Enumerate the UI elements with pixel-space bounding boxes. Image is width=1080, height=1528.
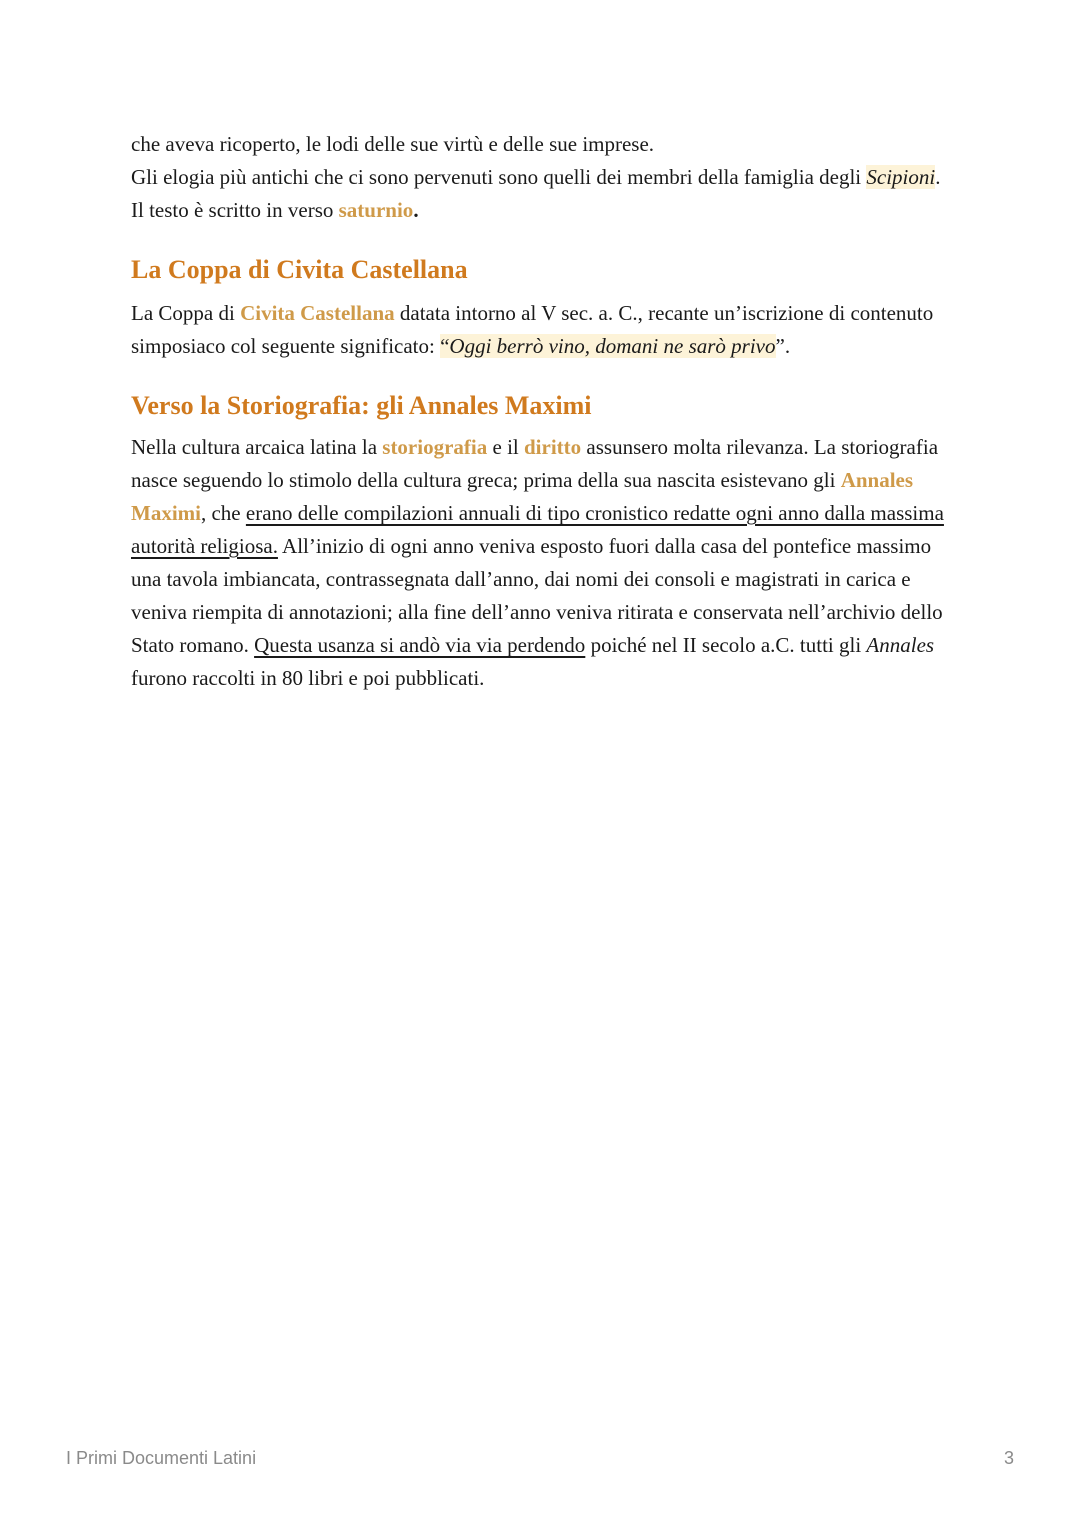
coppa-text: datata intorno al V sec. a. C., recante un’iscrizione di contenuto simposiaco col seguente significato: bbox=[131, 301, 934, 358]
storiografia-text: furono raccolti in 80 libri e poi pubblicati. bbox=[131, 666, 485, 690]
underlined-definition: erano delle compilazioni annuali di tipo cronistico redatte ogni anno dalla massima autorità religiosa. bbox=[131, 501, 944, 558]
storiografia-text: Nella cultura arcaica latina la bbox=[131, 435, 383, 459]
intro-period: . bbox=[413, 198, 419, 222]
intro-text: . Il testo è scritto in verso bbox=[131, 165, 941, 222]
quote-highlight bbox=[440, 334, 775, 358]
underlined-usanza: Questa usanza si andò via via perdendo bbox=[254, 633, 586, 657]
intro-line-1: che aveva ricoperto, le lodi delle sue virtù e delle sue imprese. bbox=[131, 132, 655, 156]
footer-page-number: 3 bbox=[1003, 1448, 1014, 1468]
coppa-paragraph bbox=[131, 297, 951, 363]
intro-paragraph bbox=[131, 128, 951, 227]
quote-close-mark: ”. bbox=[775, 334, 791, 358]
keyword-annales-maximi: Annales Maximi bbox=[131, 468, 914, 525]
footer-document-title: I Primi Documenti Latini bbox=[66, 1448, 257, 1468]
highlight-scipioni: Scipioni bbox=[866, 165, 936, 189]
keyword-diritto: diritto bbox=[524, 435, 582, 459]
storiografia-text: , che bbox=[200, 501, 246, 525]
document-body bbox=[131, 128, 951, 695]
intro-text: Gli elogia più antichi che ci sono pervenuti sono quelli dei membri della famiglia degli bbox=[131, 165, 867, 189]
inscription-quote: Oggi berrò vino, domani ne sarò privo bbox=[449, 334, 776, 358]
storiografia-text: assunsero molta rilevanza. La storiografia nasce seguendo lo stimolo della cultura greca; prima della sua nascita esistevano gli bbox=[131, 435, 939, 492]
keyword-saturnio: saturnio bbox=[338, 198, 414, 222]
section-heading-coppa: La Coppa di Civita Castellana bbox=[131, 255, 468, 284]
keyword-civita-castellana: Civita Castellana bbox=[240, 301, 395, 325]
storiografia-paragraph bbox=[131, 431, 951, 695]
storiografia-text: e il bbox=[487, 435, 524, 459]
section-heading-storiografia: Verso la Storiografia: gli Annales Maximi bbox=[131, 391, 592, 420]
keyword-storiografia: storiografia bbox=[382, 435, 488, 459]
storiografia-text: All’inizio di ogni anno veniva esposto fuori dalla casa del pontefice massimo una tavola imbiancata, contrassegnata dall’anno, dai nomi dei consoli e magistrati in carica e veniva riempita di annotazioni; alla fine dell’anno veniva ritirata e conservata nell’archivio dello Stato romano. bbox=[131, 534, 943, 657]
coppa-text: La Coppa di bbox=[131, 301, 241, 325]
quote-open-mark: “ bbox=[440, 334, 450, 358]
italic-annales: Annales bbox=[866, 633, 935, 657]
storiografia-text: poiché nel II secolo a.C. tutti gli bbox=[585, 633, 867, 657]
